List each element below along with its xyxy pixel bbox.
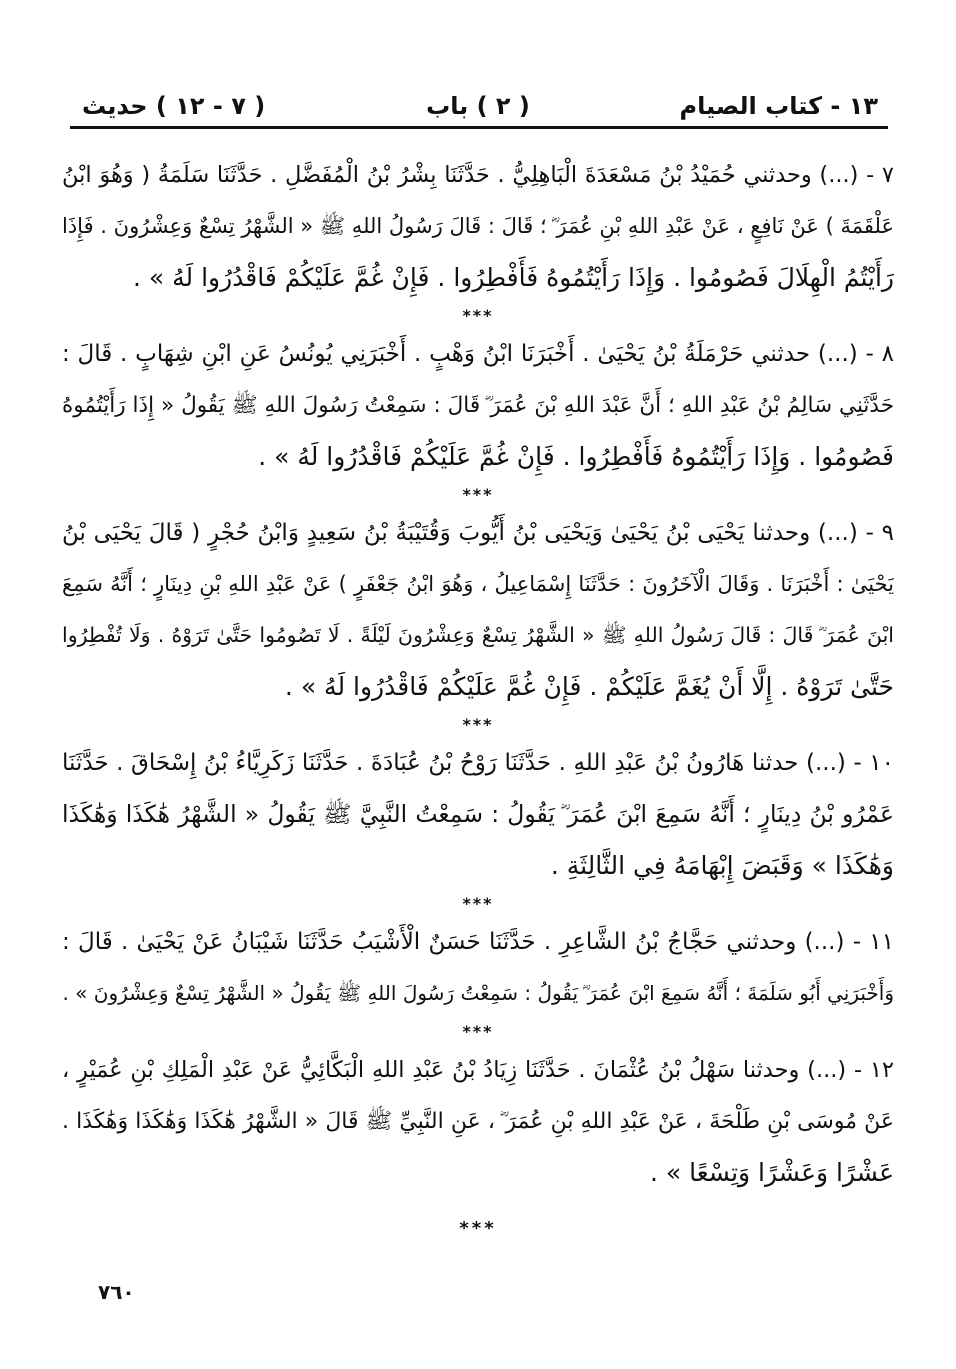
hadith-line: عَنْ مُوسَى بْنِ طَلْحَةَ ، عَنْ عَبْدِ اللهِ بْنِ عُمَرَ ؓ ، عَنِ النَّبِيِّ ﷺ قَالَ « الشَّهْرُ هَٰكَذَا وَهَٰكَذَا وَهَٰكَذَا . [62,1109,894,1134]
separator: *** [462,715,494,734]
hadith-8 [62,329,894,482]
hadith-line: ١٠ - (...) حدثنا هَارُونُ بْنُ عَبْدِ اللهِ . حَدَّثَنَا رَوْحُ بْنُ عُبَادَةَ . حَدَّثَنَا زَكَرِيَّاءُ بْنُ إِسْحَاقَ . حَدَّثَنَا [62,750,894,776]
hadith-7 [62,150,894,303]
hadith-line: ٩ - (...) وحدثنا يَحْيَى بْنُ يَحْيَىٰ وَيَحْيَى بْنُ أَيُّوبَ وَقُتَيْبَةُ بْنُ سَعِيدٍ وَابْنُ حُجْرٍ ( قَالَ يَحْيَى بْنُ [62,520,894,546]
book-title: ١٣ - كتاب الصيام [679,92,878,120]
chapter-label: ( ٢ ) باب [426,92,530,120]
separator: *** [462,894,494,913]
hadith-10 [62,738,894,891]
hadith-line: رَأَيْتُمُ الْهِلَالَ فَصُومُوا . وَإِذَا رَأَيْتُمُوهُ فَأَفْطِرُوا . فَإِنْ غُمَّ عَلَيْكُمْ فَاقْدُرُوا لَهُ » . [132,263,894,292]
hadith-line: ٧ - (...) وحدثني حُمَيْدُ بْنُ مَسْعَدَةَ الْبَاهِلِيُّ . حَدَّثَنَا بِشْرُ بْنُ الْمُفَضَّلِ . حَدَّثَنَا سَلَمَةُ ( وَهُوَ ابْنُ [62,162,894,188]
hadith-line: ٨ - (...) حدثني حَرْمَلَةُ بْنُ يَحْيَىٰ . أَخْبَرَنَا ابْنُ وَهْبٍ . أَخْبَرَنِي يُونُسُ عَنِ ابْنِ شِهَابٍ . قَالَ : [62,341,894,367]
header-rule [70,126,888,129]
hadith-line: عَلْقَمَةَ ) عَنْ نَافِعٍ ، عَنْ عَبْدِ اللهِ بْنِ عُمَرَ ؓ ؛ قَالَ : قَالَ رَسُولُ اللهِ ﷺ « الشَّهْرُ تِسْعٌ وَعِشْرُونَ . فَإِذَا [62,214,894,238]
hadith-line: يَحْيَىٰ : أَخْبَرَنَا . وَقَالَ الْآخَرُونَ : حَدَّثَنَا إِسْمَاعِيلُ ، وَهُوَ ابْنُ جَعْفَرٍ ) عَنْ عَبْدِ اللهِ بْنِ دِينَارٍ ؛ أَنَّهُ سَمِعَ [62,572,894,596]
separator: *** [459,1218,497,1239]
hadith-line: ابْنَ عُمَرَ ؓ قَالَ : قَالَ رَسُولُ اللهِ ﷺ « الشَّهْرُ تِسْعٌ وَعِشْرُونَ لَيْلَةً . لَا تَصُومُوا حَتَّىٰ تَرَوْهُ . وَلَا تُفْطِرُوا [62,623,894,647]
page-number: ٧٦٠ [98,1280,135,1304]
hadith-line: حَتَّىٰ تَرَوْهُ . إِلَّا أَنْ يُغَمَّ عَلَيْكُمْ . فَإِنْ غُمَّ عَلَيْكُمْ فَاقْدُرُوا لَهُ » . [284,672,894,701]
hadith-line: عَشْرًا وَعَشْرًا وَتِسْعًا » . [649,1158,894,1187]
hadith-11 [62,917,894,1019]
hadith-line: فَصُومُوا . وَإِذَا رَأَيْتُمُوهُ فَأَفْطِرُوا . فَإِنْ غُمَّ عَلَيْكُمْ فَاقْدُرُوا لَهُ » . [258,442,894,471]
hadith-range: ( ٧ - ١٢ ) حديث [82,92,266,120]
hadith-12 [62,1045,894,1198]
hadith-line: ١١ - (...) وحدثني حَجَّاجُ بْنُ الشَّاعِرِ . حَدَّثَنَا حَسَنٌ الْأَشْيَبُ حَدَّثَنَا شَيْبَانُ عَنْ يَحْيَىٰ . قَالَ : [62,929,894,955]
hadith-line: وَهَٰكَذَا » وَقَبَضَ إِبْهَامَهُ فِي الثَّالِثَةِ . [550,851,894,880]
hadith-list [62,150,894,1198]
hadith-line: وَأَخْبَرَنِي أَبُو سَلَمَةَ ؛ أَنَّهُ سَمِعَ ابْنَ عُمَرَ ؓ يَقُولُ : سَمِعْتُ رَسُولَ اللهِ ﷺ يَقُولُ « الشَّهْرُ تِسْعٌ وَعِشْرُونَ » . [62,981,894,1005]
hadith-line: عَمْرُو بْنُ دِينَارٍ ؛ أَنَّهُ سَمِعَ ابْنَ عُمَرَ ؓ يَقُولُ : سَمِعْتُ النَّبِيَّ ﷺ يَقُولُ « الشَّهْرُ هَٰكَذَا وَهَٰكَذَا [62,800,894,828]
separator: *** [462,485,494,504]
separator: *** [462,306,494,325]
hadith-line: ١٢ - (...) وحدثنا سَهْلُ بْنُ عُثْمَانَ . حَدَّثَنَا زِيَادُ بْنُ عَبْدِ اللهِ الْبَكَّائِيُّ عَنْ عَبْدِ الْمَلِكِ بْنِ عُمَيْرٍ ، [62,1057,894,1083]
hadith-9 [62,508,894,712]
page-header [70,84,886,128]
hadith-line: حَدَّثَنِي سَالِمُ بْنُ عَبْدِ اللهِ ؛ أَنَّ عَبْدَ اللهِ بْنَ عُمَرَ ؓ قَالَ : سَمِعْتُ رَسُولَ اللهِ ﷺ يَقُولُ « إِذَا رَأَيْتُمُوهُ [62,393,894,418]
separator: *** [462,1022,494,1041]
